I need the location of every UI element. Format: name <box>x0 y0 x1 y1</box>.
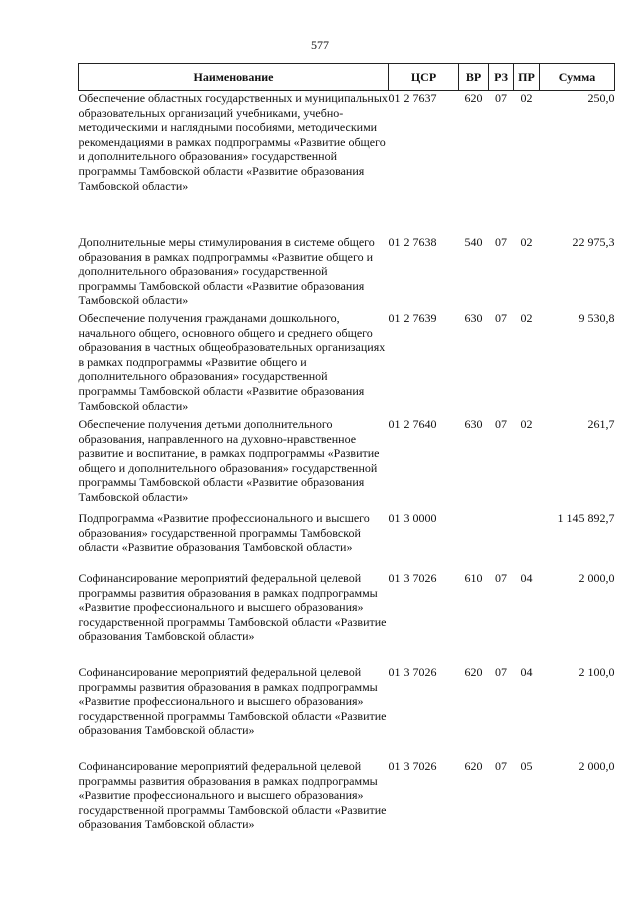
table-row <box>79 571 615 665</box>
row-rz: 07 <box>495 91 507 105</box>
row-vr: 610 <box>464 571 483 585</box>
row-name: Обеспечение областных государственных и муниципальных образовательных организаций учебниками, учебно-методическими и наглядными пособиями, методическими рекомендациями в рамках подпрограммы «Развитие общего и дополнительного образования» государственной программы Тамбовской области «Развитие образования Тамбовской области» <box>78 91 388 193</box>
row-pr: 05 <box>520 759 533 773</box>
row-pr: 02 <box>520 235 533 249</box>
row-vr: 620 <box>464 91 483 105</box>
header-vr: ВР <box>459 64 489 91</box>
row-sum: 261,7 <box>587 417 615 431</box>
row-rz: 07 <box>495 759 507 773</box>
row-csr: 01 3 7026 <box>388 571 437 585</box>
row-name: Дополнительные меры стимулирования в системе общего образования в рамках подпрограммы «Развитие общего и дополнительного образования» государственной программы Тамбовской области «Развитие образования Тамбовской области» <box>78 235 375 308</box>
row-sum: 22 975,3 <box>572 235 615 249</box>
header-name: Наименование <box>79 64 389 91</box>
row-rz: 07 <box>495 311 507 325</box>
row-rz: 07 <box>495 417 507 431</box>
row-vr: 620 <box>464 665 483 679</box>
row-pr <box>514 511 540 571</box>
row-rz: 07 <box>495 665 507 679</box>
row-rz: 07 <box>495 571 507 585</box>
row-csr: 01 2 7639 <box>388 311 437 325</box>
row-sum: 2 100,0 <box>578 665 615 679</box>
row-name: Подпрограмма «Развитие профессионального и высшего образования» государственной программы Тамбовской области «Развитие образования Тамбовской области» <box>78 511 370 555</box>
table-row <box>79 91 615 236</box>
row-name: Софинансирование мероприятий федеральной целевой программы развития образования в рамках подпрограммы «Развитие профессионального и высшего образования» государственной программы Тамбовской области «Развитие образования Тамбовской области» <box>78 665 387 738</box>
row-sum: 1 145 892,7 <box>557 511 615 525</box>
row-csr: 01 2 7640 <box>388 417 437 431</box>
row-rz <box>489 511 514 571</box>
row-pr: 02 <box>520 311 533 325</box>
header-csr: ЦСР <box>389 64 459 91</box>
row-name: Софинансирование мероприятий федеральной целевой программы развития образования в рамках подпрограммы «Развитие профессионального и высшего образования» государственной программы Тамбовской области «Развитие образования Тамбовской области» <box>78 571 387 644</box>
header-sum: Сумма <box>540 64 615 91</box>
table-row <box>79 665 615 759</box>
row-name: Софинансирование мероприятий федеральной целевой программы развития образования в рамках подпрограммы «Развитие профессионального и высшего образования» государственной программы Тамбовской области «Развитие образования Тамбовской области» <box>78 759 387 832</box>
row-pr: 02 <box>520 91 533 105</box>
row-vr <box>459 511 489 571</box>
row-csr: 01 3 7026 <box>388 665 437 679</box>
row-name: Обеспечение получения детьми дополнительного образования, направленного на духовно-нравственное развитие и воспитание, в рамках подпрограммы «Развитие общего и дополнительного образования» государственной программы Тамбовской области «Развитие образования Тамбовской области» <box>78 417 380 504</box>
row-pr: 04 <box>520 571 533 585</box>
row-rz: 07 <box>495 235 507 249</box>
row-vr: 630 <box>464 417 483 431</box>
table-row <box>79 759 615 853</box>
row-sum: 2 000,0 <box>578 759 615 773</box>
table-row <box>79 511 615 571</box>
row-pr: 02 <box>520 417 533 431</box>
row-vr: 540 <box>464 235 483 249</box>
row-pr: 04 <box>520 665 533 679</box>
budget-table <box>78 63 615 853</box>
row-sum: 9 530,8 <box>578 311 615 325</box>
row-csr: 01 2 7637 <box>388 91 437 105</box>
header-pr: ПР <box>514 64 540 91</box>
row-sum: 2 000,0 <box>578 571 615 585</box>
table-header-row <box>79 64 615 91</box>
row-vr: 620 <box>464 759 483 773</box>
table-row <box>79 235 615 311</box>
row-sum: 250,0 <box>587 91 615 105</box>
row-csr: 01 3 0000 <box>388 511 437 525</box>
row-csr: 01 2 7638 <box>388 235 437 249</box>
row-name: Обеспечение получения гражданами дошкольного, начального общего, основного общего и среднего общего образования в частных общеобразовательных организациях в рамках подпрограммы «Развитие общего и дополнительного образования» государственной программы Тамбовской области «Развитие образования Тамбовской области» <box>78 311 386 413</box>
table-row <box>79 417 615 511</box>
table-row <box>79 311 615 417</box>
row-vr: 630 <box>464 311 483 325</box>
page-number: 577 <box>311 38 329 52</box>
header-rz: РЗ <box>489 64 514 91</box>
row-csr: 01 3 7026 <box>388 759 437 773</box>
